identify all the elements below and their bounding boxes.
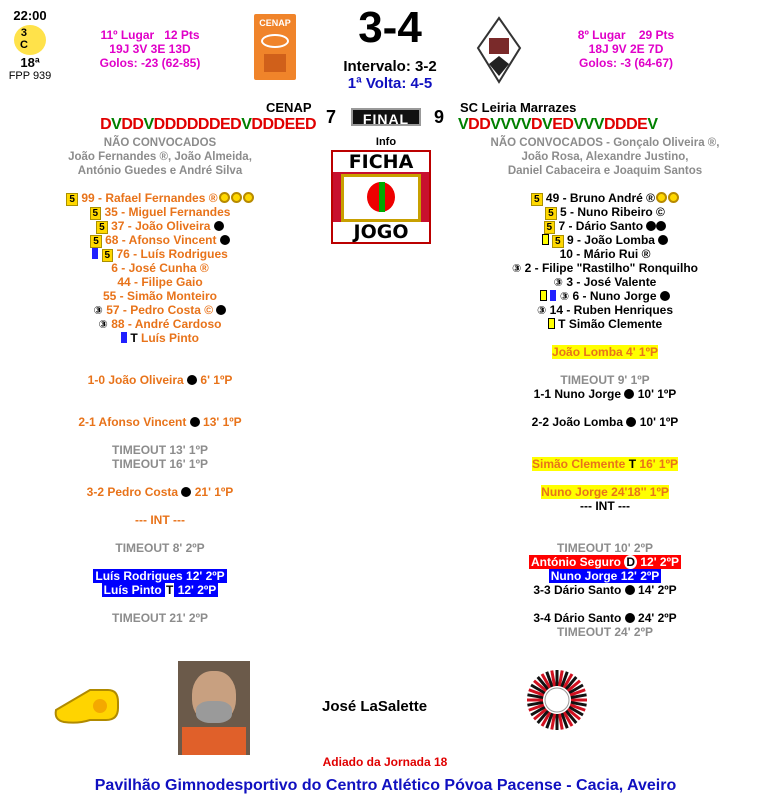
home-goal-event: 2-1 Afonso Vincent 13' 1ºP xyxy=(78,415,242,429)
home-position: 11º Lugar xyxy=(100,28,155,42)
away-card-event: Simão Clemente T 16' 1ºP xyxy=(531,457,678,471)
cenap-crest-icon: CENAP xyxy=(254,14,296,80)
away-timeout: TIMEOUT 10' 2ºP xyxy=(557,541,653,555)
away-position: 8º Lugar xyxy=(577,28,626,42)
away-goal-event: 3-4 Dário Santo 24' 2ºP xyxy=(533,611,677,625)
list-item[interactable]: 5 68 - Afonso Vincent xyxy=(40,233,280,247)
list-item[interactable]: 5 5 - Nuno Ribeiro © xyxy=(480,205,730,219)
list-item[interactable]: ③ 6 - Nuno Jorge xyxy=(480,289,730,303)
away-team-name: SC Leiria Marrazes xyxy=(460,100,577,115)
away-record: 18J 9V 2E 7D xyxy=(588,42,664,56)
fpp-id: FPP 939 xyxy=(8,70,52,82)
list-item[interactable]: ③ 57 - Pedro Costa © xyxy=(40,303,280,317)
ficha-jogo-logo[interactable]: FICHA JOGO xyxy=(331,150,431,244)
away-not-called: NÃO CONVOCADOS - Gonçalo Oliveira ®, João Rosa, Alexandre Justino, Daniel Cabaceira e Joaquim Santos xyxy=(490,137,720,177)
home-interval: --- INT --- xyxy=(135,513,185,527)
away-timeout: TIMEOUT 24' 2ºP xyxy=(557,625,653,639)
home-value: 7 xyxy=(326,107,337,127)
away-lineup xyxy=(480,191,730,331)
referee-photo xyxy=(178,661,250,755)
final-score: 3-4 xyxy=(358,3,422,52)
home-goals: Golos: -23 (62-85) xyxy=(99,56,201,70)
away-blue-card-event: Nuno Jorge 12' 2ºP xyxy=(550,569,660,583)
list-item[interactable]: T Luís Pinto xyxy=(40,331,280,345)
postponed-note: Adiado da Jornada 18 xyxy=(322,755,448,769)
list-item[interactable]: 5 37 - João Oliveira xyxy=(40,219,280,233)
list-item[interactable]: 5 76 - Luís Rodrigues xyxy=(40,247,280,261)
home-blue-card-event: Luís Rodrigues 12' 2ºP xyxy=(95,569,225,583)
list-item[interactable]: 6 - José Cunha ® xyxy=(111,261,209,275)
away-goal-event: 2-2 João Lomba 10' 1ºP xyxy=(531,415,679,429)
whistle-icon xyxy=(50,680,122,730)
score-board xyxy=(330,2,450,92)
leiria-crest-icon xyxy=(476,16,522,84)
home-timeout: TIMEOUT 21' 2ºP xyxy=(112,611,208,625)
header-meta xyxy=(4,8,56,82)
away-red-card-event: António Seguro D 12' 2ºP xyxy=(531,555,679,569)
league-badge: 3 C xyxy=(14,25,46,55)
away-goals: Golos: -3 (64-67) xyxy=(578,56,674,70)
match-time: 22:00 xyxy=(13,8,47,23)
away-goal-event: 1-1 Nuno Jorge 10' 1ºP xyxy=(533,387,677,401)
away-card-event: Nuno Jorge 24'18'' 1ºP xyxy=(541,485,669,499)
home-lineup xyxy=(40,191,280,345)
home-team-name: CENAP xyxy=(266,100,312,115)
list-item[interactable]: T Simão Clemente xyxy=(480,317,730,331)
home-timeout: TIMEOUT 16' 1ºP xyxy=(112,457,208,471)
list-item[interactable]: ③ 14 - Ruben Henriques xyxy=(536,303,674,317)
final-status-badge: FINAL xyxy=(351,108,421,126)
list-item[interactable]: 5 9 - João Lomba xyxy=(480,233,730,247)
association-logo-icon xyxy=(525,668,589,732)
list-item[interactable]: 5 7 - Dário Santo xyxy=(480,219,730,233)
list-item[interactable]: 10 - Mário Rui ® xyxy=(559,247,651,261)
home-timeout: TIMEOUT 8' 2ºP xyxy=(115,541,205,555)
list-item[interactable]: 5 35 - Miguel Fernandes xyxy=(40,205,280,219)
away-interval: --- INT --- xyxy=(580,499,630,513)
away-form-streak: VDDVVVVDVEDVVVDDDEV xyxy=(458,116,658,133)
home-form-streak: DVDDVDDDDDDEDVDDDEED xyxy=(100,116,316,133)
away-stats xyxy=(566,28,686,70)
round-number: 18ª xyxy=(20,55,40,70)
home-stats xyxy=(90,28,210,70)
home-timeout: TIMEOUT 13' 1ºP xyxy=(112,443,208,457)
first-leg-score: 1ª Volta: 4-5 xyxy=(347,75,433,92)
away-goal-event: 3-3 Dário Santo 14' 2ºP xyxy=(533,583,677,597)
info-link[interactable]: Info xyxy=(375,136,397,148)
home-goal-event: 3-2 Pedro Costa 21' 1ºP xyxy=(86,485,234,499)
list-item[interactable]: 55 - Simão Monteiro xyxy=(102,289,218,303)
halftime-score: Intervalo: 3-2 xyxy=(343,58,437,75)
away-timeout: TIMEOUT 9' 1ºP xyxy=(560,373,650,387)
list-item[interactable]: 5 99 - Rafael Fernandes ® xyxy=(40,191,280,205)
home-goal-event: 1-0 João Oliveira 6' 1ºP xyxy=(87,373,233,387)
home-record: 19J 3V 3E 13D xyxy=(109,42,191,56)
home-not-called: NÃO CONVOCADOS João Fernandes ®, João Almeida, António Guedes e André Silva xyxy=(68,137,252,177)
away-card-event: João Lomba 4' 1ºP xyxy=(552,345,658,359)
list-item[interactable]: ③ 2 - Filipe "Rastilho" Ronquilho xyxy=(511,261,699,275)
list-item[interactable]: ③ 88 - André Cardoso xyxy=(98,317,222,331)
list-item[interactable]: ③ 3 - José Valente xyxy=(553,275,657,289)
list-item[interactable]: 5 49 - Bruno André ® xyxy=(480,191,730,205)
list-item[interactable]: 44 - Filipe Gaio xyxy=(117,275,203,289)
away-points: 29 Pts xyxy=(638,28,675,42)
away-value: 9 xyxy=(434,107,445,127)
referee-name: José LaSalette xyxy=(322,698,428,715)
home-blue-card-event: Luís Pinto T 12' 2ºP xyxy=(103,583,217,597)
venue-name: Pavilhão Gimnodesportivo do Centro Atlético Póvoa Pacense - Cacia, Aveiro xyxy=(94,777,677,794)
home-points: 12 Pts xyxy=(164,28,200,42)
